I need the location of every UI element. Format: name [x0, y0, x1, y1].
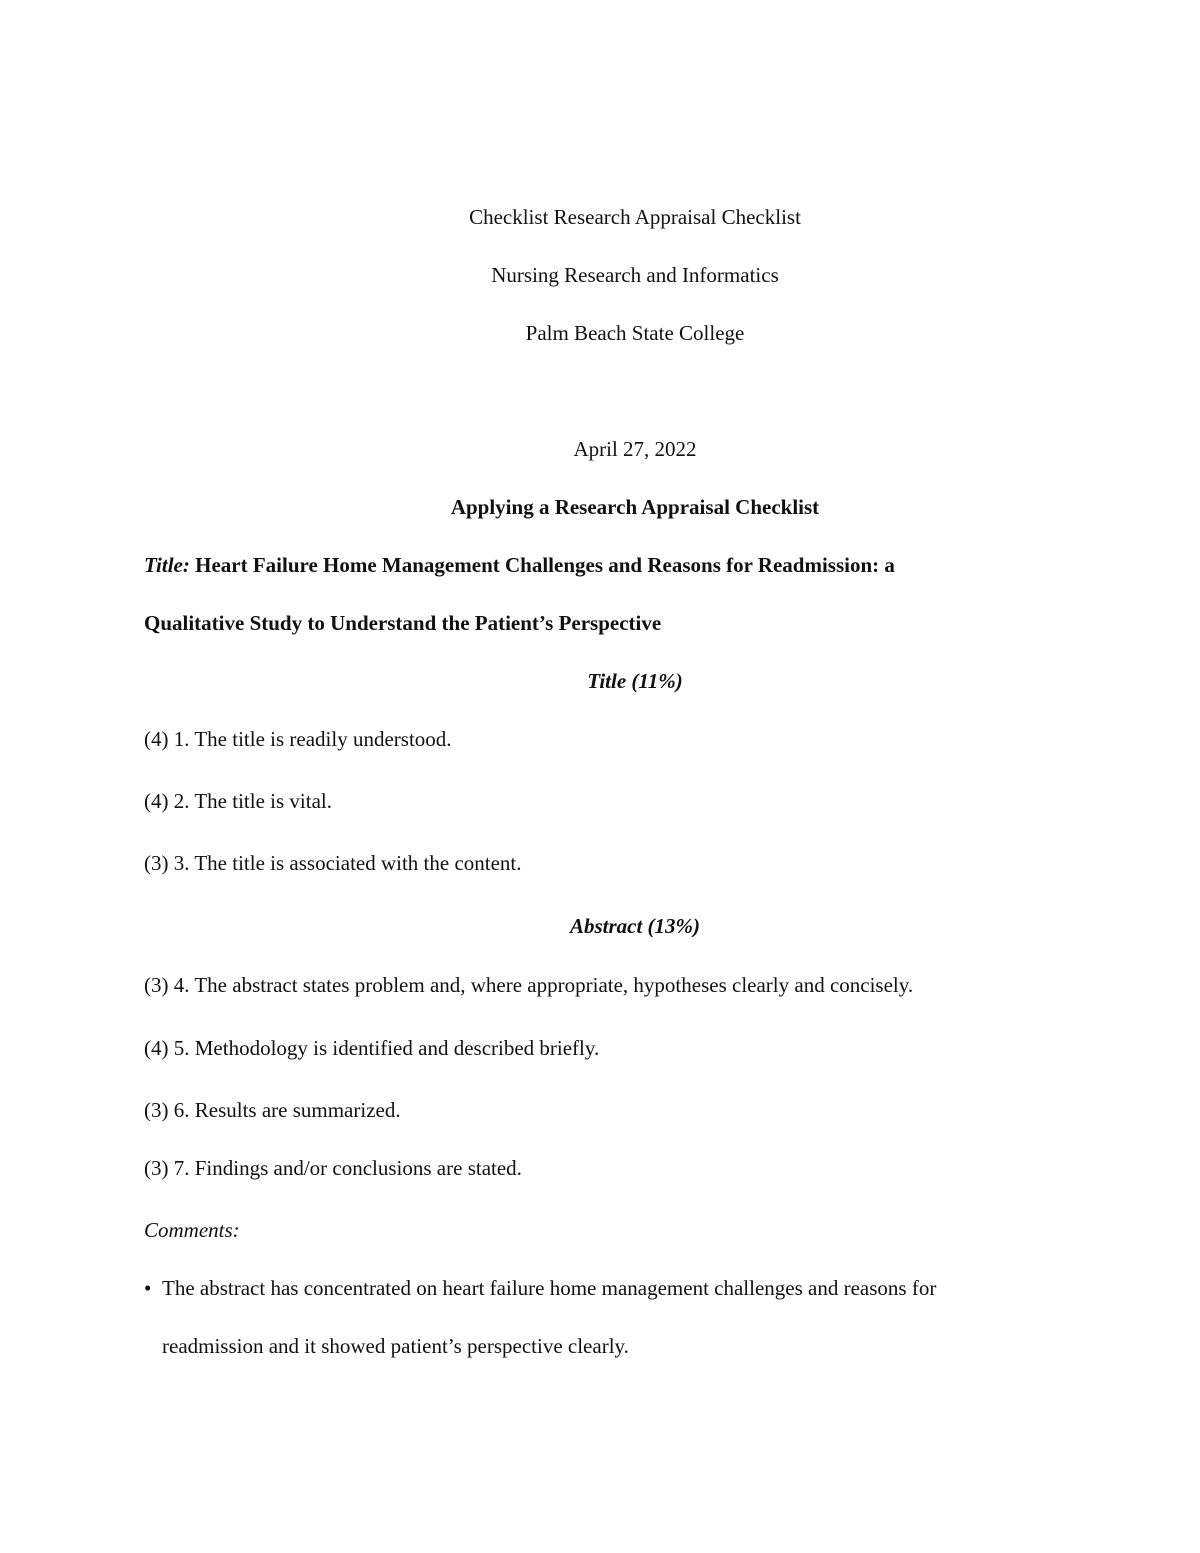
- study-title-line-1: [144, 551, 895, 579]
- cover-course: Nursing Research and Informatics: [491, 263, 779, 287]
- comments-label: Comments:: [144, 1218, 240, 1242]
- bullet-icon: •: [144, 1276, 152, 1300]
- comment-line-2: readmission and it showed patient’s perspective clearly.: [162, 1334, 629, 1358]
- comment-line-1: The abstract has concentrated on heart failure home management challenges and reasons for: [162, 1276, 937, 1300]
- checklist-item: (3) 6. Results are summarized.: [144, 1098, 401, 1122]
- checklist-item: (4) 1. The title is readily understood.: [144, 727, 452, 751]
- checklist-item: (3) 7. Findings and/or conclusions are stated.: [144, 1156, 522, 1180]
- study-title-line-2: Qualitative Study to Understand the Patient’s Perspective: [144, 611, 662, 635]
- page-heading: Applying a Research Appraisal Checklist: [450, 495, 820, 519]
- study-title-label: Title:: [144, 553, 190, 577]
- checklist-item: (4) 5. Methodology is identified and described briefly.: [144, 1036, 600, 1060]
- section-heading-abstract: Abstract (13%): [569, 914, 701, 938]
- section-heading-title: Title (11%): [587, 669, 683, 693]
- checklist-item: (4) 2. The title is vital.: [144, 789, 332, 813]
- study-title-text-1: Heart Failure Home Management Challenges and Reasons for Readmission: a: [195, 553, 895, 577]
- checklist-item: (3) 4. The abstract states problem and, where appropriate, hypotheses clearly and concisely.: [144, 973, 914, 997]
- checklist-item: (3) 3. The title is associated with the content.: [144, 851, 522, 875]
- cover-title: Checklist Research Appraisal Checklist: [469, 205, 801, 229]
- cover-institution: Palm Beach State College: [525, 321, 745, 345]
- cover-date: April 27, 2022: [573, 437, 697, 461]
